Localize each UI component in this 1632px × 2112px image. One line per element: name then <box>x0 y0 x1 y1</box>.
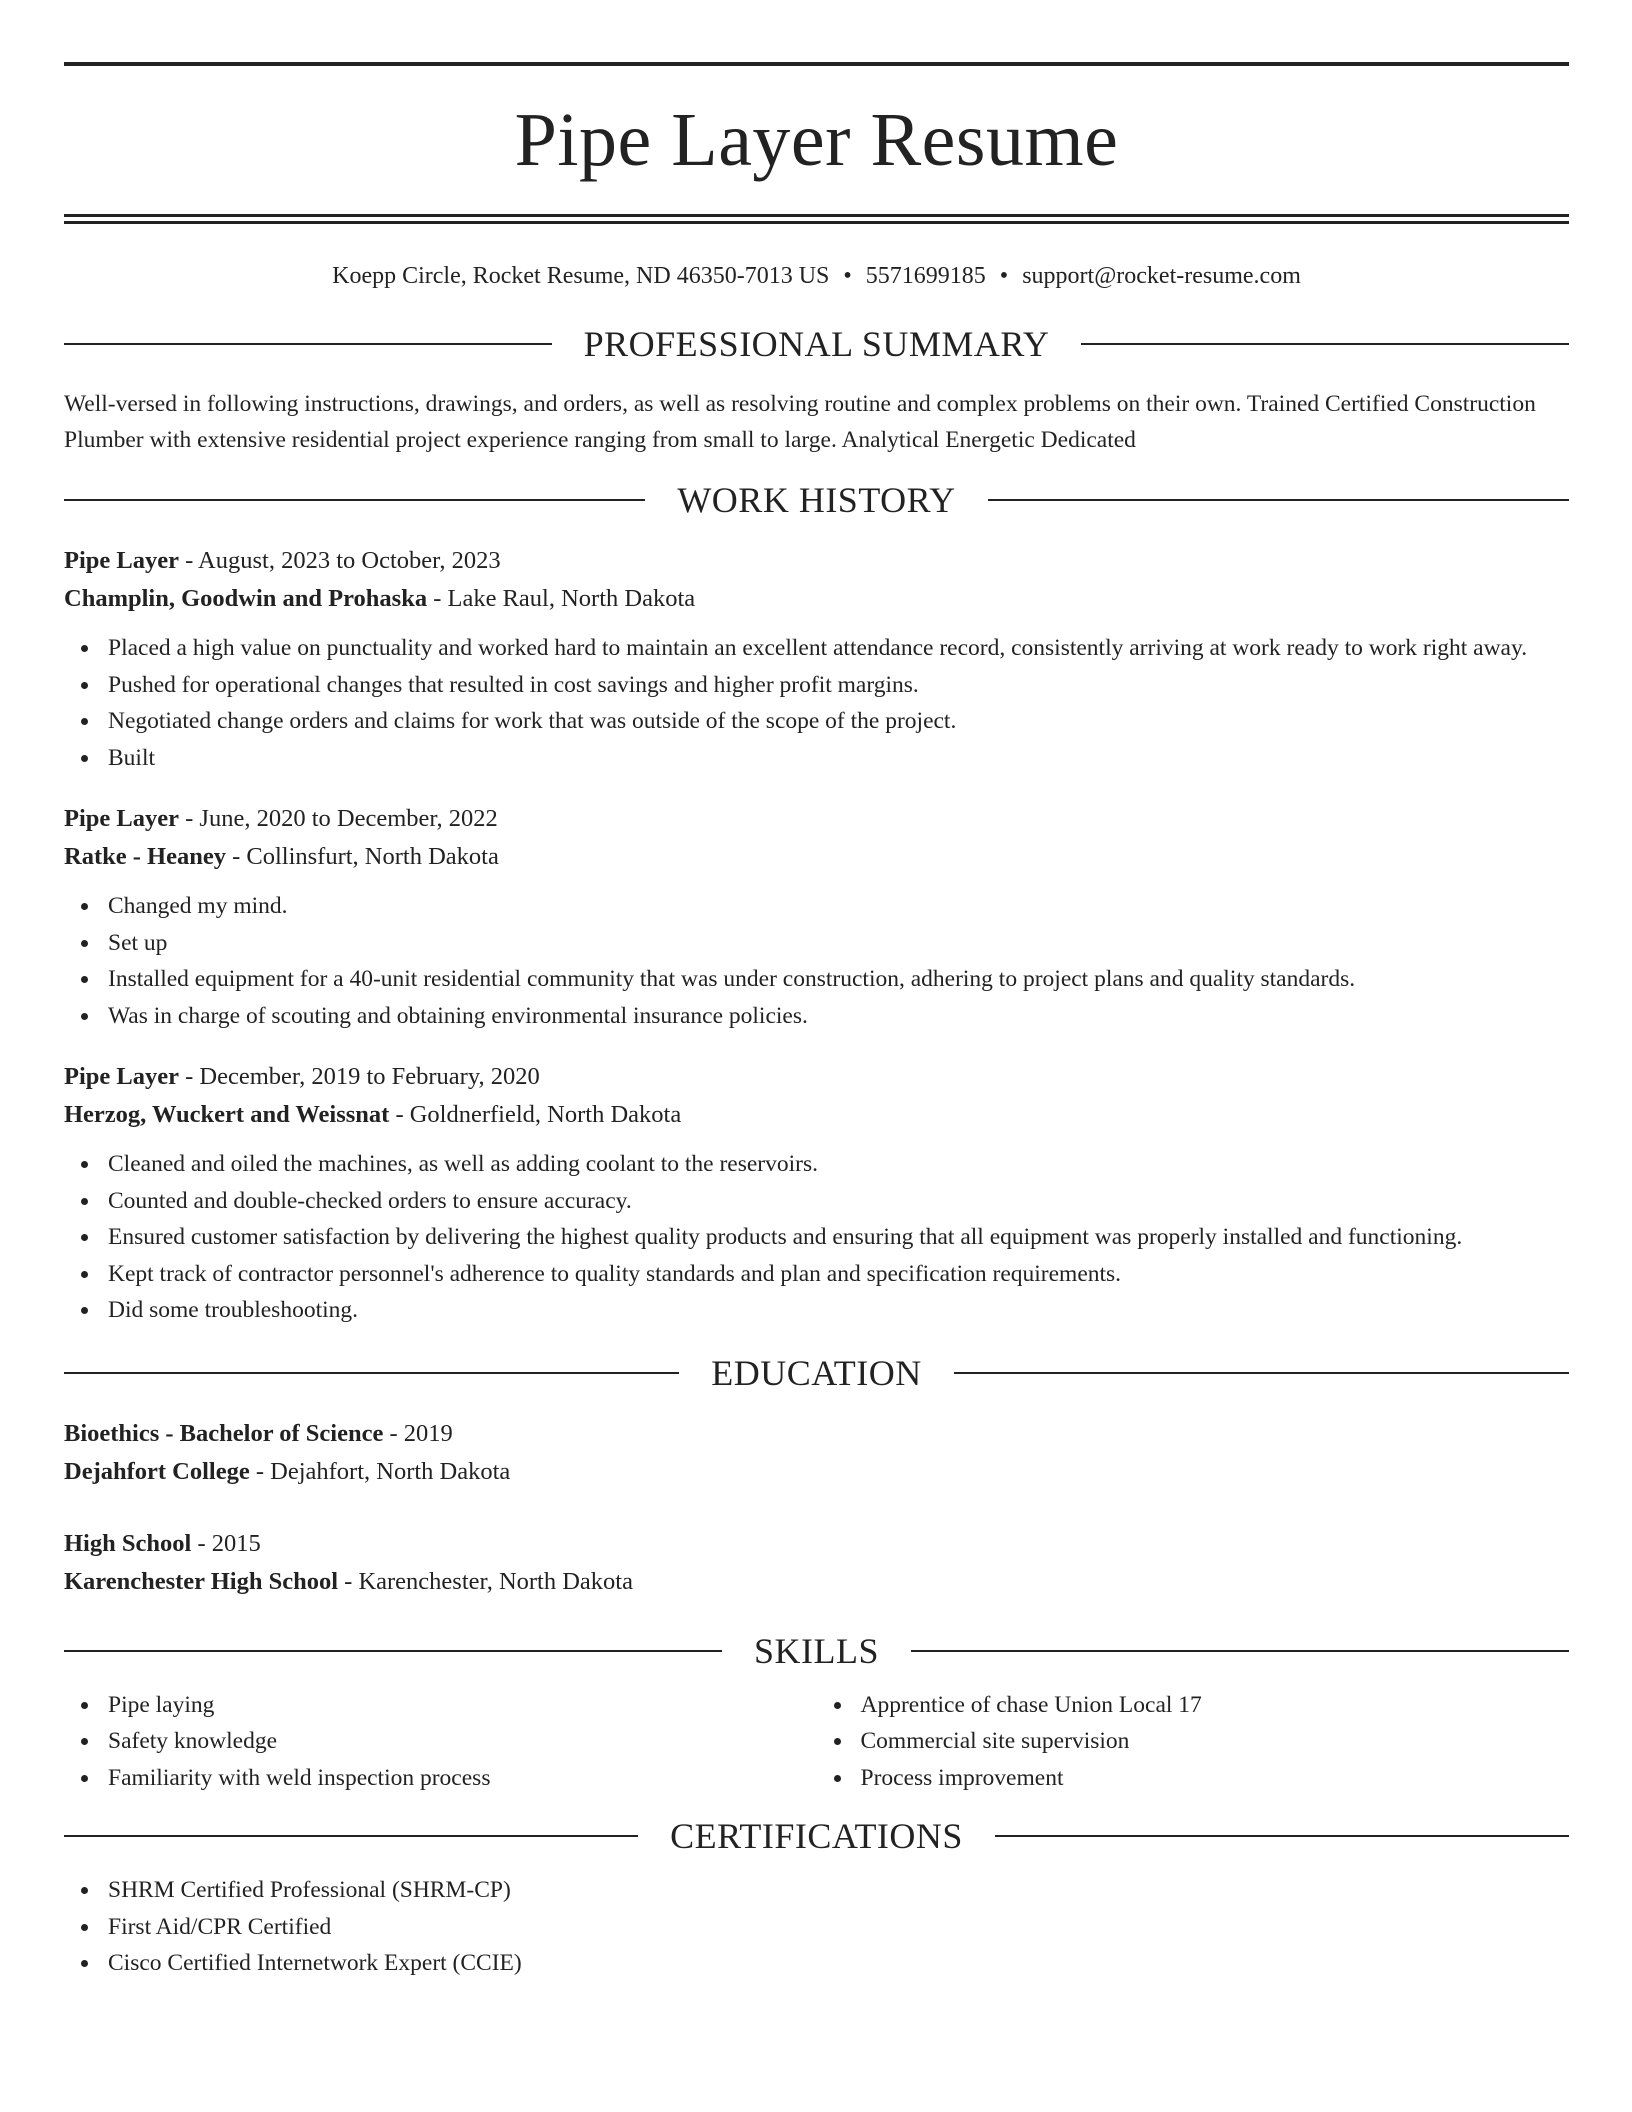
job-entry <box>64 800 1569 1034</box>
education-degree-line <box>64 1525 1569 1563</box>
education-location: - Dejahfort, North Dakota <box>249 1457 511 1485</box>
job-entry <box>64 1058 1569 1329</box>
list-item: Apprentice of chase Union Local 17 <box>817 1687 1570 1724</box>
list-item: Cisco Certified Internetwork Expert (CCIE) <box>64 1945 1569 1982</box>
contact-line <box>64 260 1569 292</box>
section-rule <box>954 1372 1569 1374</box>
job-title: Pipe Layer <box>64 805 179 832</box>
list-item: Pushed for operational changes that resulted in cost savings and higher profit margins. <box>64 667 1569 704</box>
education-degree: High School <box>64 1529 192 1557</box>
section-header-summary <box>64 324 1569 364</box>
job-company: Herzog, Wuckert and Weissnat <box>64 1101 390 1128</box>
education-school: Dejahfort College <box>64 1457 250 1485</box>
job-dates: - August, 2023 to October, 2023 <box>179 547 501 574</box>
education-school-line <box>64 1563 1569 1601</box>
section-rule <box>64 1650 722 1652</box>
job-title: Pipe Layer <box>64 1063 179 1090</box>
job-title-line <box>64 542 1569 580</box>
education-school: Karenchester High School <box>64 1567 339 1595</box>
section-title-summary: PROFESSIONAL SUMMARY <box>583 324 1050 364</box>
section-title-work: WORK HISTORY <box>677 480 956 520</box>
section-rule <box>911 1650 1569 1652</box>
skills-columns <box>64 1687 1569 1797</box>
section-rule <box>1081 343 1569 345</box>
contact-address: Koepp Circle, Rocket Resume, ND 46350-7013 US <box>332 263 830 289</box>
list-item: Pipe laying <box>64 1687 817 1724</box>
job-company: Champlin, Goodwin and Prohaska <box>64 585 428 612</box>
section-rule <box>64 1372 679 1374</box>
list-item: Did some troubleshooting. <box>64 1292 1569 1329</box>
list-item: Commercial site supervision <box>817 1723 1570 1760</box>
skills-list-right <box>817 1687 1570 1797</box>
list-item: Placed a high value on punctuality and worked hard to maintain an excellent attendance record, consistently arriving at work ready to work right away. <box>64 630 1569 667</box>
job-bullets <box>64 888 1569 1034</box>
resume-title: Pipe Layer Resume <box>514 98 1119 182</box>
title-double-rule <box>64 214 1569 224</box>
education-degree-line <box>64 1415 1569 1453</box>
list-item: Process improvement <box>817 1760 1570 1797</box>
education-school-line <box>64 1453 1569 1491</box>
list-item: Counted and double-checked orders to ensure accuracy. <box>64 1183 1569 1220</box>
job-location: - Collinsfurt, North Dakota <box>225 843 499 870</box>
list-item: Installed equipment for a 40-unit residential community that was under construction, adhering to project plans and quality standards. <box>64 961 1569 998</box>
job-bullets <box>64 630 1569 776</box>
contact-email: support@rocket-resume.com <box>1022 263 1301 289</box>
list-item: Cleaned and oiled the machines, as well as adding coolant to the reservoirs. <box>64 1146 1569 1183</box>
list-item: Changed my mind. <box>64 888 1569 925</box>
section-rule <box>64 1835 638 1837</box>
skills-list-left <box>64 1687 817 1797</box>
section-title-education: EDUCATION <box>711 1352 922 1393</box>
contact-phone: 5571699185 <box>865 263 986 289</box>
section-header-skills <box>64 1631 1569 1671</box>
section-title-skills: SKILLS <box>754 1630 880 1671</box>
section-header-work <box>64 480 1569 520</box>
section-rule <box>64 343 552 345</box>
job-dates: - December, 2019 to February, 2020 <box>179 1063 540 1090</box>
job-company-line <box>64 838 1569 876</box>
education-year: - 2019 <box>383 1419 453 1447</box>
contact-separator: • <box>843 263 852 289</box>
list-item: Familiarity with weld inspection process <box>64 1760 817 1797</box>
education-entry <box>64 1525 1569 1601</box>
education-location: - Karenchester, North Dakota <box>338 1567 633 1595</box>
section-rule <box>988 499 1569 501</box>
list-item: Built <box>64 740 1569 777</box>
job-bullets <box>64 1146 1569 1329</box>
education-degree: Bioethics - Bachelor of Science <box>64 1419 384 1447</box>
education-entry <box>64 1415 1569 1491</box>
list-item: First Aid/CPR Certified <box>64 1909 1569 1946</box>
list-item: Kept track of contractor personnel's adherence to quality standards and plan and specification requirements. <box>64 1256 1569 1293</box>
list-item: Was in charge of scouting and obtaining environmental insurance policies. <box>64 998 1569 1035</box>
list-item: Ensured customer satisfaction by delivering the highest quality products and ensuring that all equipment was properly installed and functioning. <box>64 1219 1569 1256</box>
job-company-line <box>64 580 1569 618</box>
contact-separator: • <box>999 263 1009 289</box>
education-year: - 2015 <box>191 1529 261 1557</box>
job-company: Ratke - Heaney <box>64 843 226 870</box>
section-rule <box>995 1835 1569 1837</box>
list-item: Negotiated change orders and claims for work that was outside of the scope of the project. <box>64 703 1569 740</box>
section-title-certifications: CERTIFICATIONS <box>670 1816 963 1856</box>
section-header-certifications <box>64 1816 1569 1856</box>
job-company-line <box>64 1096 1569 1134</box>
job-entry <box>64 542 1569 776</box>
list-item: Safety knowledge <box>64 1723 817 1760</box>
section-rule <box>64 499 645 501</box>
job-title-line <box>64 1058 1569 1096</box>
summary-text: Well-versed in following instructions, drawings, and orders, as well as resolving routine and complex problems on their own. Trained Certified Construction Plumber with extensive residential project experience ranging from small to large. Analytical Energetic Dedicated <box>64 391 1536 453</box>
certifications-list <box>64 1872 1569 1982</box>
job-title: Pipe Layer <box>64 547 179 574</box>
job-title-line <box>64 800 1569 838</box>
job-location: - Goldnerfield, North Dakota <box>389 1101 682 1128</box>
list-item: SHRM Certified Professional (SHRM-CP) <box>64 1872 1569 1909</box>
job-location: - Lake Raul, North Dakota <box>427 585 696 612</box>
list-item: Set up <box>64 925 1569 962</box>
section-header-education <box>64 1353 1569 1393</box>
job-dates: - June, 2020 to December, 2022 <box>179 805 498 832</box>
